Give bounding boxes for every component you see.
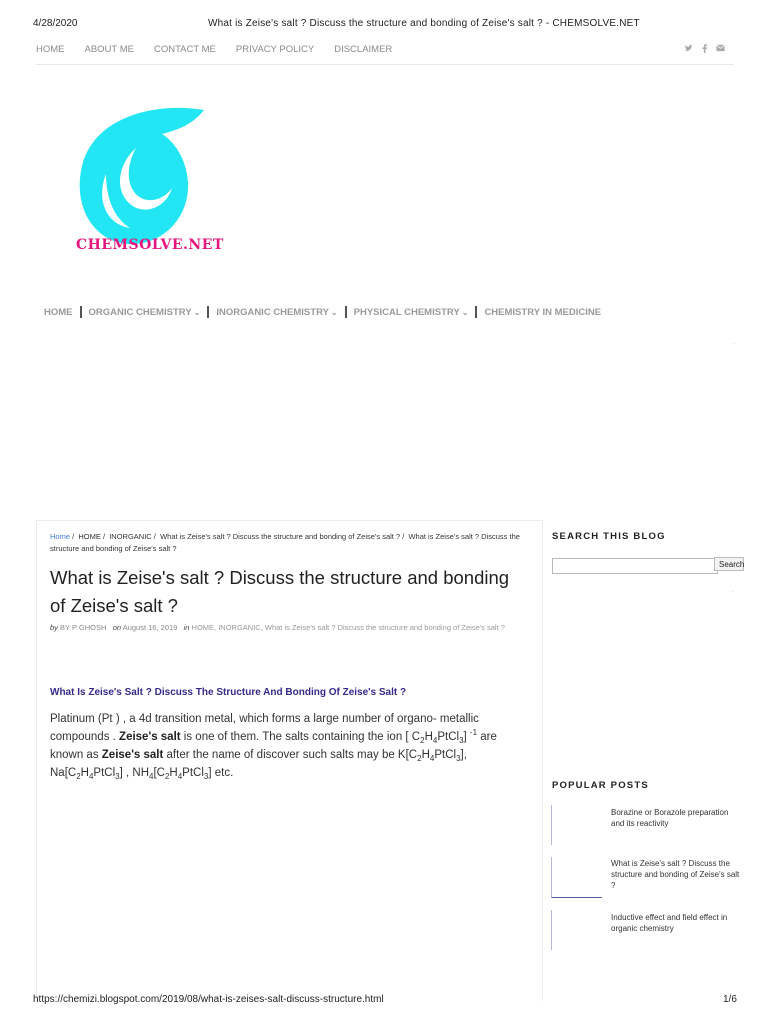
top-nav-privacy[interactable]: PRIVACY POLICY — [235, 44, 315, 55]
decorative-dot: · — [732, 589, 734, 595]
logo-wordmark[interactable]: CHEMSOLVE.NET — [76, 237, 224, 253]
meta-in-label: in — [183, 623, 190, 632]
print-page-number: 1/6 — [723, 994, 737, 1005]
main-nav-physical[interactable]: PHYSICAL CHEMISTRY ⌄ — [353, 306, 469, 318]
bold-term: Zeise's salt — [119, 731, 181, 743]
popular-post-link[interactable]: Borazine or Borazole preparation and its reactivity — [611, 808, 729, 828]
search-input[interactable] — [552, 558, 718, 574]
top-nav — [36, 44, 392, 55]
bold-term: Zeise's salt — [101, 749, 164, 761]
main-nav — [44, 306, 601, 318]
breadcrumb-home-link[interactable]: Home — [50, 532, 71, 541]
breadcrumb-current: What is Zeise's salt ? Discuss the structure and bonding of Zeise's salt ? — [50, 532, 520, 553]
top-nav-contact[interactable]: CONTACT ME — [153, 44, 216, 55]
main-nav-organic[interactable]: ORGANIC CHEMISTRY ⌄ — [88, 306, 201, 318]
nav-separator — [207, 306, 209, 318]
print-url: https://chemizi.blogspot.com/2019/08/what-is-zeises-salt-discuss-structure.html — [33, 994, 384, 1005]
top-nav-about[interactable]: ABOUT ME — [84, 44, 134, 55]
popular-posts-title: POPULAR POSTS — [552, 780, 649, 791]
email-icon[interactable] — [716, 44, 725, 56]
header-divider — [36, 64, 734, 65]
popular-post-thumbnail[interactable] — [551, 805, 602, 845]
main-nav-medicine[interactable]: CHEMISTRY IN MEDICINE — [484, 306, 602, 318]
nav-separator — [345, 306, 347, 318]
popular-post-thumbnail[interactable] — [551, 910, 602, 950]
chevron-down-icon: ⌄ — [330, 307, 338, 317]
social-links — [684, 44, 725, 56]
post-title: What is Zeise's salt ? Discuss the structure and bonding of Zeise's salt ? — [50, 567, 510, 616]
main-nav-home[interactable]: HOME — [44, 306, 73, 318]
post-meta — [50, 622, 530, 633]
popular-post-link[interactable]: Inductive effect and field effect in organic chemistry — [611, 913, 728, 933]
print-date: 4/28/2020 — [33, 18, 78, 29]
popular-post-link[interactable]: What is Zeise's salt ? Discuss the structure and bonding of Zeise's salt ? — [611, 859, 740, 890]
breadcrumb-item[interactable]: What is Zeise's salt ? Discuss the structure and bonding of Zeise's salt ? — [160, 532, 401, 541]
meta-by-label: by — [50, 623, 58, 632]
post-subheading: What Is Zeise's Salt ? Discuss The Structure And Bonding Of Zeise's Salt ? — [50, 687, 407, 698]
twitter-icon[interactable] — [684, 44, 693, 56]
meta-on-label: on — [112, 623, 122, 632]
top-nav-disclaimer[interactable]: DISCLAIMER — [334, 44, 393, 55]
popular-post-thumbnail[interactable] — [551, 857, 602, 898]
breadcrumb-item[interactable]: HOME — [78, 532, 101, 541]
decorative-dot: · — [733, 341, 735, 347]
chevron-down-icon: ⌄ — [193, 307, 201, 317]
chevron-down-icon: ⌄ — [461, 307, 469, 317]
nav-separator — [475, 306, 477, 318]
print-page-title: What is Zeise's salt ? Discuss the structure and bonding of Zeise's salt ? - CHEMSOLVE.NET — [208, 18, 640, 29]
post-categories[interactable]: HOME, INORGANIC, What is Zeise's salt ? Discuss the structure and bonding of Zeise's salt ? — [191, 623, 505, 632]
breadcrumb: Home / HOME / INORGANIC / What is Zeise's salt ? Discuss the structure and bonding of Zeise's salt ? / What is Zeise's salt ? Discuss the structure and bonding of Zeise's salt ? — [50, 532, 520, 553]
post-body: Platinum (Pt ) , a 4d transition metal, which forms a large number of organo- metallic compounds . Zeise's salt is one of them. The salts containing the ion [ $C_2H_4PtCl_3$] $^{-1}$ are known as Zeise's salt after the name of discover such salts may be $K[C_2H_4PtCl_3]$, $Na[C_2H_4PtCl_3]$ , $NH_4[C_2H_4PtCl_3]$ etc. — [50, 713, 497, 781]
facebook-icon[interactable] — [701, 44, 708, 56]
top-nav-home[interactable]: HOME — [36, 44, 65, 55]
search-button[interactable]: Search — [714, 557, 744, 571]
breadcrumb-item[interactable]: INORGANIC — [109, 532, 152, 541]
post-author[interactable]: BY P GHOSH — [60, 623, 107, 632]
nav-separator — [80, 306, 82, 318]
search-widget-title: SEARCH THIS BLOG — [552, 531, 666, 542]
post-date: August 16, 2019 — [122, 623, 178, 632]
main-nav-inorganic[interactable]: INORGANIC CHEMISTRY ⌄ — [216, 306, 338, 318]
